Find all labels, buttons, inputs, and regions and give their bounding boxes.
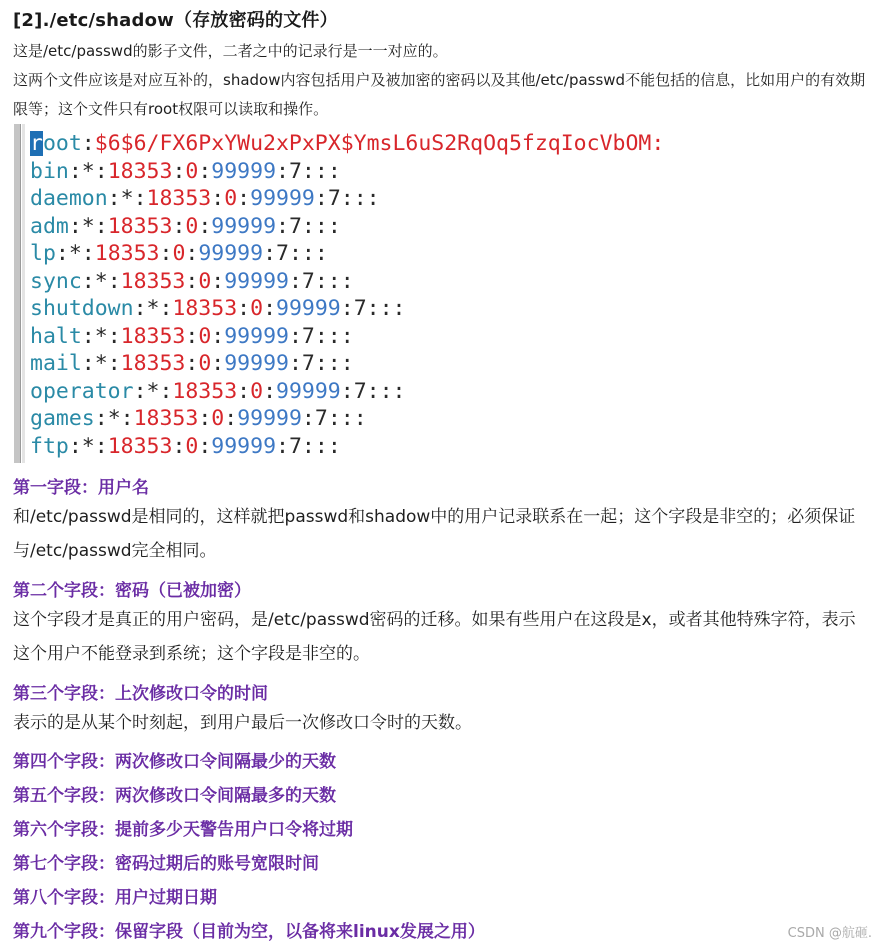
- shadow-line-root: [30, 130, 664, 158]
- shadow-line-operator: [30, 378, 664, 406]
- user-name: bin: [30, 158, 69, 184]
- warn-and-rest: 7:::: [353, 378, 406, 404]
- user-name: daemon: [30, 186, 108, 211]
- last-change-days: 18353: [120, 268, 186, 294]
- warn-and-rest: 7:::: [276, 241, 328, 266]
- field-separator: :: [340, 378, 354, 404]
- shadow-line-bin: [30, 158, 664, 186]
- shadow-file-lines: [30, 130, 664, 460]
- field-separator: :: [211, 186, 225, 211]
- password-field: *: [81, 158, 95, 184]
- warn-and-rest: 7:::: [288, 158, 341, 184]
- field-separator: :: [224, 406, 238, 431]
- field-separator: :: [237, 186, 251, 211]
- warn-and-rest: 7:::: [301, 351, 354, 376]
- field-1-description: 和/etc/passwd是相同的，这样就把passwd和shadow中的用户记录联系在一起；这个字段是非空的；必须保证与/etc/passwd完全相同。: [13, 507, 856, 561]
- max-days: 99999: [211, 433, 277, 459]
- min-days: 0: [224, 186, 238, 211]
- last-change-days: 18353: [133, 406, 199, 431]
- min-days: 0: [250, 378, 264, 404]
- shadow-line-adm: [30, 213, 664, 241]
- field-separator: :: [185, 241, 199, 266]
- user-name: halt: [30, 323, 82, 349]
- last-change-days: 18353: [107, 158, 173, 184]
- field-separator: :: [185, 323, 199, 349]
- max-days: 99999: [211, 213, 277, 239]
- root-password-hash: $6$6/FX6PxYWu2xPxPX$YmsL6uS2RqOq5fzqIocVbOM:: [94, 131, 665, 156]
- field-separator: :: [133, 378, 147, 404]
- password-field: *: [81, 433, 95, 459]
- last-change-days: 18353: [146, 186, 212, 211]
- warn-and-rest: 7:::: [288, 213, 341, 239]
- field-separator: :: [133, 296, 147, 321]
- min-days: 0: [198, 323, 212, 349]
- user-name: sync: [30, 268, 82, 294]
- editor-gutter: [14, 124, 21, 463]
- last-change-days: 18353: [107, 433, 173, 459]
- field-separator: :: [133, 186, 147, 211]
- password-field: *: [146, 296, 160, 321]
- warn-and-rest: 7:::: [327, 186, 380, 211]
- last-change-days: 18353: [172, 378, 238, 404]
- field-3-description: 表示的是从某个时刻起，到用户最后一次修改口令时的天数。: [13, 713, 472, 733]
- field-separator: :: [211, 351, 225, 376]
- field-separator: :: [172, 213, 186, 239]
- field-separator: :: [107, 268, 121, 294]
- field-separator: :: [55, 241, 69, 266]
- password-field: *: [68, 241, 82, 266]
- field-separator: :: [314, 186, 328, 211]
- shadow-line-games: [30, 405, 664, 433]
- password-field: *: [94, 351, 108, 376]
- max-days: 99999: [224, 268, 289, 294]
- field-separator: :: [237, 378, 251, 404]
- last-change-days: 18353: [120, 351, 186, 376]
- field-separator: :: [107, 351, 121, 376]
- field-separator: :: [276, 158, 289, 184]
- warn-and-rest: 7:::: [353, 296, 406, 321]
- field-separator: :: [159, 241, 173, 266]
- editor-gutter-shadow: [22, 124, 25, 463]
- field-9-heading: 第九个字段：保留字段（目前为空，以备将来linux发展之用）: [13, 922, 485, 942]
- warn-and-rest: 7:::: [288, 433, 341, 459]
- min-days: 0: [185, 158, 199, 184]
- max-days: 99999: [237, 406, 302, 431]
- min-days: 0: [211, 406, 225, 431]
- shadow-file-screenshot: [14, 124, 700, 463]
- field-separator: :: [68, 158, 82, 184]
- field-separator: :: [172, 158, 186, 184]
- field-separator: :: [211, 268, 225, 294]
- field-5-heading: 第五个字段：两次修改口令间隔最多的天数: [13, 786, 336, 806]
- field-separator: :: [94, 213, 108, 239]
- last-change-days: 18353: [94, 241, 160, 266]
- field-6-heading: 第六个字段：提前多少天警告用户口令将过期: [13, 820, 353, 840]
- field-separator: :: [94, 406, 108, 431]
- max-days: 99999: [276, 296, 341, 321]
- password-field: *: [94, 323, 108, 349]
- user-name: operator: [30, 378, 134, 404]
- password-field: *: [120, 186, 134, 211]
- shadow-line-daemon: [30, 185, 664, 213]
- last-change-days: 18353: [107, 213, 173, 239]
- min-days: 0: [185, 213, 199, 239]
- shadow-line-mail: [30, 350, 664, 378]
- intro-paragraph-2: 这两个文件应该是对应互补的，shadow内容包括用户及被加密的密码以及其他/etc/passwd不能包括的信息，比如用户的有效期限等；这个文件只有root权限可以读取和操作。: [13, 71, 866, 118]
- password-field: *: [81, 213, 95, 239]
- min-days: 0: [172, 241, 186, 266]
- max-days: 99999: [211, 158, 277, 184]
- field-separator: :: [107, 323, 121, 349]
- password-field: *: [94, 268, 108, 294]
- shadow-line-sync: [30, 268, 664, 296]
- max-days: 99999: [250, 186, 315, 211]
- shadow-line-ftp: [30, 433, 664, 461]
- field-separator: :: [263, 241, 277, 266]
- field-separator: :: [120, 406, 134, 431]
- max-days: 99999: [224, 323, 289, 349]
- min-days: 0: [198, 351, 212, 376]
- watermark: CSDN @航砸.: [787, 926, 872, 941]
- field-4-heading: 第四个字段：两次修改口令间隔最少的天数: [13, 752, 336, 772]
- field-separator: :: [68, 213, 82, 239]
- field-separator: :: [185, 268, 199, 294]
- shadow-line-shutdown: [30, 295, 664, 323]
- field-separator: :: [81, 241, 95, 266]
- field-separator: :: [211, 323, 225, 349]
- max-days: 99999: [198, 241, 264, 266]
- field-8-heading: 第八个字段：用户过期日期: [13, 888, 217, 908]
- warn-and-rest: 7:::: [301, 323, 354, 349]
- shadow-line-halt: [30, 323, 664, 351]
- field-separator: :: [172, 433, 186, 459]
- max-days: 99999: [224, 351, 289, 376]
- field-separator: :: [288, 268, 302, 294]
- min-days: 0: [250, 296, 264, 321]
- field-separator: :: [237, 296, 251, 321]
- user-name: shutdown: [30, 296, 134, 321]
- field-separator: :: [263, 296, 277, 321]
- field-2-heading: 第二个字段：密码（已被加密）: [13, 581, 251, 601]
- user-name: games: [30, 406, 95, 431]
- warn-and-rest: 7:::: [314, 406, 367, 431]
- shadow-line-lp: [30, 240, 664, 268]
- field-2-description: 这个字段才是真正的用户密码，是/etc/passwd密码的迁移。如果有些用户在这段是x，或者其他特殊字符，表示这个用户不能登录到系统；这个字段是非空的。: [13, 610, 856, 664]
- field-separator: :: [81, 323, 95, 349]
- field-separator: :: [81, 351, 95, 376]
- field-separator: :: [81, 268, 95, 294]
- field-separator: :: [198, 158, 212, 184]
- cursor-char: r: [30, 131, 43, 156]
- last-change-days: 18353: [172, 296, 238, 321]
- password-field: *: [107, 406, 121, 431]
- user-name: ftp: [30, 433, 69, 459]
- field-separator: :: [288, 323, 302, 349]
- field-3-heading: 第三个字段：上次修改口令的时间: [13, 684, 268, 704]
- field-separator: :: [198, 213, 212, 239]
- field-separator: :: [276, 433, 289, 459]
- field-1-heading: 第一字段：用户名: [13, 478, 149, 498]
- field-separator: :: [159, 378, 173, 404]
- min-days: 0: [185, 433, 199, 459]
- field-separator: :: [198, 433, 212, 459]
- field-7-heading: 第七个字段：密码过期后的账号宽限时间: [13, 854, 319, 874]
- field-separator: :: [198, 406, 212, 431]
- field-separator: :: [94, 433, 108, 459]
- field-separator: :: [301, 406, 315, 431]
- user-name: mail: [30, 351, 82, 376]
- field-separator: :: [276, 213, 289, 239]
- root-user: oot: [42, 131, 82, 156]
- field-separator: :: [94, 158, 108, 184]
- field-separator: :: [185, 351, 199, 376]
- user-name: lp: [30, 241, 56, 266]
- field-separator: :: [159, 296, 173, 321]
- field-separator: :: [263, 378, 277, 404]
- intro-paragraph-1: 这是/etc/passwd的影子文件，二者之中的记录行是一一对应的。: [13, 42, 448, 60]
- min-days: 0: [198, 268, 212, 294]
- field-separator: :: [288, 351, 302, 376]
- user-name: adm: [30, 213, 69, 239]
- password-field: *: [146, 378, 160, 404]
- field-separator: :: [340, 296, 354, 321]
- last-change-days: 18353: [120, 323, 186, 349]
- warn-and-rest: 7:::: [301, 268, 354, 294]
- section-title: [2]./etc/shadow（存放密码的文件）: [13, 10, 338, 31]
- field-separator: :: [107, 186, 121, 211]
- field-separator: :: [81, 131, 95, 156]
- max-days: 99999: [276, 378, 341, 404]
- field-separator: :: [68, 433, 82, 459]
